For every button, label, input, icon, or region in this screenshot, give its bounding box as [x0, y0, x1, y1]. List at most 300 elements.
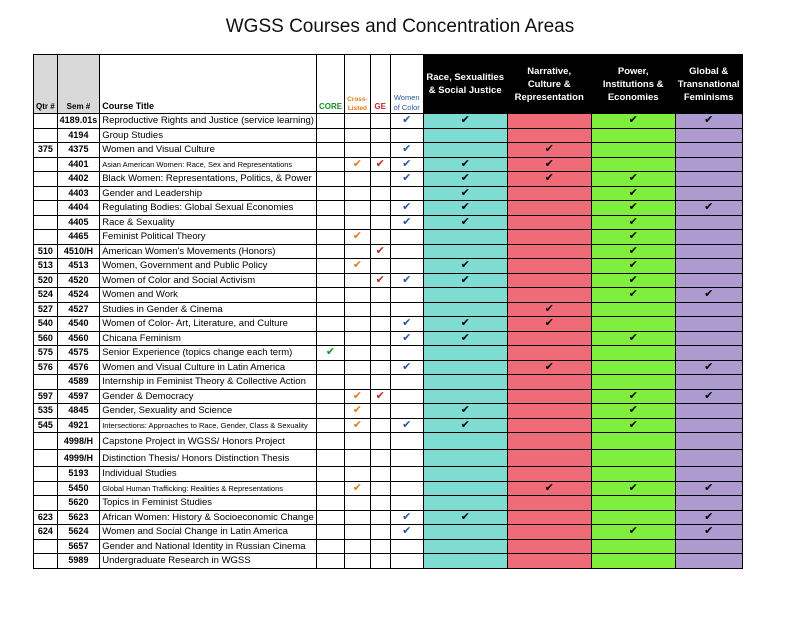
cross-listed-check-icon: ✔ — [352, 230, 362, 243]
cross-cell — [345, 554, 371, 569]
core-cell — [316, 215, 344, 230]
sem-number: 4998/H — [57, 433, 100, 450]
cross-cell — [345, 525, 371, 540]
sem-number: 4401 — [57, 157, 100, 172]
ge-cell — [370, 433, 390, 450]
ge-cell — [370, 510, 390, 525]
core-cell — [316, 496, 344, 511]
sem-number: 4524 — [57, 288, 100, 303]
cross-listed-check-icon: ✔ — [352, 259, 362, 272]
qtr-number — [34, 554, 58, 569]
qtr-number — [34, 172, 58, 187]
course-title: Intersections: Approaches to Race, Gender, Class & Sexuality — [100, 418, 317, 433]
ge-cell — [370, 467, 390, 482]
ge-cell — [370, 525, 390, 540]
ge-cell — [370, 201, 390, 216]
nc-cell — [507, 317, 591, 332]
power-institutions-check-icon: ✔ — [628, 186, 638, 199]
sem-number: 4520 — [57, 273, 100, 288]
woc-cell — [390, 418, 423, 433]
cross-cell — [345, 467, 371, 482]
woc-cell — [390, 143, 423, 158]
ge-cell — [370, 244, 390, 259]
pi-cell — [591, 467, 675, 482]
pi-cell — [591, 244, 675, 259]
rs-cell — [423, 157, 507, 172]
qtr-number — [34, 201, 58, 216]
cross-cell — [345, 128, 371, 143]
nc-cell — [507, 302, 591, 317]
ge-cell — [370, 186, 390, 201]
course-title: Race & Sexuality — [100, 215, 317, 230]
qtr-number: 540 — [34, 317, 58, 332]
pi-cell — [591, 375, 675, 390]
power-institutions-check-icon: ✔ — [628, 481, 638, 494]
core-cell — [316, 331, 344, 346]
qtr-number — [34, 375, 58, 390]
pi-cell — [591, 450, 675, 467]
ge-cell — [370, 128, 390, 143]
narrative-culture-check-icon: ✔ — [544, 481, 554, 494]
woc-cell — [390, 273, 423, 288]
core-cell — [316, 539, 344, 554]
narrative-culture-check-icon: ✔ — [544, 317, 554, 330]
race-sexualities-check-icon: ✔ — [460, 510, 470, 523]
narrative-culture-check-icon: ✔ — [544, 302, 554, 315]
cross-cell — [345, 539, 371, 554]
gt-cell — [675, 288, 742, 303]
gt-cell — [675, 375, 742, 390]
cross-cell — [345, 317, 371, 332]
woc-cell — [390, 375, 423, 390]
course-title: Women and Visual Culture in Latin America — [100, 360, 317, 375]
pi-cell — [591, 317, 675, 332]
header-ge: GE — [370, 55, 390, 114]
sem-number: 5989 — [57, 554, 100, 569]
pi-cell — [591, 230, 675, 245]
gt-cell — [675, 510, 742, 525]
ge-cell — [370, 496, 390, 511]
cross-cell — [345, 114, 371, 129]
gt-cell — [675, 201, 742, 216]
gt-cell — [675, 244, 742, 259]
cross-cell — [345, 273, 371, 288]
core-cell — [316, 510, 344, 525]
course-title: Group Studies — [100, 128, 317, 143]
table-row — [34, 157, 743, 172]
sem-number: 5193 — [57, 467, 100, 482]
woc-cell — [390, 389, 423, 404]
power-institutions-check-icon: ✔ — [628, 114, 638, 127]
sem-number: 4921 — [57, 418, 100, 433]
ge-cell — [370, 273, 390, 288]
race-sexualities-check-icon: ✔ — [460, 331, 470, 344]
nc-cell — [507, 496, 591, 511]
core-cell — [316, 554, 344, 569]
cross-cell — [345, 215, 371, 230]
core-cell — [316, 201, 344, 216]
core-cell — [316, 360, 344, 375]
woc-cell — [390, 302, 423, 317]
rs-cell — [423, 467, 507, 482]
sem-number: 4576 — [57, 360, 100, 375]
core-cell — [316, 346, 344, 361]
rs-cell — [423, 186, 507, 201]
race-sexualities-check-icon: ✔ — [460, 215, 470, 228]
table-row — [34, 186, 743, 201]
race-sexualities-check-icon: ✔ — [460, 186, 470, 199]
nc-cell — [507, 201, 591, 216]
sem-number: 4465 — [57, 230, 100, 245]
course-title: Distinction Thesis/ Honors Distinction Thesis — [100, 450, 317, 467]
cross-cell — [345, 302, 371, 317]
ge-check-icon: ✔ — [375, 157, 385, 170]
cross-cell — [345, 450, 371, 467]
course-title: Black Women: Representations, Politics, & Power — [100, 172, 317, 187]
table-row — [34, 525, 743, 540]
sem-number: 4845 — [57, 404, 100, 419]
nc-cell — [507, 418, 591, 433]
qtr-number: 375 — [34, 143, 58, 158]
ge-cell — [370, 360, 390, 375]
pi-cell — [591, 259, 675, 274]
course-title: Women and Social Change in Latin America — [100, 525, 317, 540]
cross-cell — [345, 143, 371, 158]
sem-number: 4405 — [57, 215, 100, 230]
qtr-number: 545 — [34, 418, 58, 433]
core-cell — [316, 433, 344, 450]
core-cell — [316, 404, 344, 419]
sem-number: 4194 — [57, 128, 100, 143]
rs-cell — [423, 331, 507, 346]
course-title: Asian American Women: Race, Sex and Representations — [100, 157, 317, 172]
power-institutions-check-icon: ✔ — [628, 259, 638, 272]
ge-cell — [370, 539, 390, 554]
women-of-color-check-icon: ✔ — [402, 317, 412, 330]
gt-cell — [675, 389, 742, 404]
table-row — [34, 302, 743, 317]
rs-cell — [423, 273, 507, 288]
nc-cell — [507, 450, 591, 467]
ge-cell — [370, 418, 390, 433]
header-course-title: Course Title — [100, 55, 317, 114]
nc-cell — [507, 259, 591, 274]
cross-cell — [345, 230, 371, 245]
header-core: CORE — [316, 55, 344, 114]
nc-cell — [507, 481, 591, 496]
race-sexualities-check-icon: ✔ — [460, 157, 470, 170]
cross-cell — [345, 201, 371, 216]
pi-cell — [591, 128, 675, 143]
qtr-number: 520 — [34, 273, 58, 288]
sem-number: 4375 — [57, 143, 100, 158]
gt-cell — [675, 331, 742, 346]
women-of-color-check-icon: ✔ — [402, 360, 412, 373]
table-row — [34, 288, 743, 303]
cross-cell — [345, 259, 371, 274]
core-cell — [316, 128, 344, 143]
course-title: Chicana Feminism — [100, 331, 317, 346]
cross-cell — [345, 418, 371, 433]
core-cell — [316, 375, 344, 390]
cross-listed-check-icon: ✔ — [352, 157, 362, 170]
woc-cell — [390, 554, 423, 569]
sem-number: 4560 — [57, 331, 100, 346]
pi-cell — [591, 389, 675, 404]
nc-cell — [507, 510, 591, 525]
table-row — [34, 128, 743, 143]
course-title: Gender & Democracy — [100, 389, 317, 404]
table-row — [34, 481, 743, 496]
women-of-color-check-icon: ✔ — [402, 525, 412, 538]
cross-cell — [345, 244, 371, 259]
nc-cell — [507, 186, 591, 201]
women-of-color-check-icon: ✔ — [402, 157, 412, 170]
sem-number: 4575 — [57, 346, 100, 361]
core-cell — [316, 450, 344, 467]
women-of-color-check-icon: ✔ — [402, 114, 412, 127]
woc-cell — [390, 481, 423, 496]
qtr-number — [34, 186, 58, 201]
rs-cell — [423, 215, 507, 230]
gt-cell — [675, 418, 742, 433]
women-of-color-check-icon: ✔ — [402, 418, 412, 431]
rs-cell — [423, 302, 507, 317]
woc-cell — [390, 157, 423, 172]
woc-cell — [390, 172, 423, 187]
core-cell — [316, 244, 344, 259]
ge-cell — [370, 114, 390, 129]
cross-cell — [345, 496, 371, 511]
qtr-number: 560 — [34, 331, 58, 346]
gt-cell — [675, 317, 742, 332]
woc-cell — [390, 360, 423, 375]
nc-cell — [507, 389, 591, 404]
ge-cell — [370, 143, 390, 158]
table-row — [34, 418, 743, 433]
sem-number: 4189.01s — [57, 114, 100, 129]
course-title: Individual Studies — [100, 467, 317, 482]
course-title: Women, Government and Public Policy — [100, 259, 317, 274]
core-cell — [316, 186, 344, 201]
header-global-transnational: Global & Transnational Feminisms — [675, 55, 742, 114]
qtr-number — [34, 450, 58, 467]
course-title: Capstone Project in WGSS/ Honors Project — [100, 433, 317, 450]
cross-listed-check-icon: ✔ — [352, 481, 362, 494]
ge-cell — [370, 230, 390, 245]
qtr-number: 510 — [34, 244, 58, 259]
course-title: Women of Color- Art, Literature, and Culture — [100, 317, 317, 332]
power-institutions-check-icon: ✔ — [628, 215, 638, 228]
core-cell — [316, 114, 344, 129]
ge-cell — [370, 288, 390, 303]
table-row — [34, 244, 743, 259]
course-title: Reproductive Rights and Justice (service learning) — [100, 114, 317, 129]
ge-cell — [370, 375, 390, 390]
pi-cell — [591, 273, 675, 288]
rs-cell — [423, 389, 507, 404]
rs-cell — [423, 172, 507, 187]
page-title: WGSS Courses and Concentration Areas — [225, 16, 575, 37]
course-title: Global Human Trafficking: Realities & Representations — [100, 481, 317, 496]
nc-cell — [507, 360, 591, 375]
table-row — [34, 317, 743, 332]
course-title: Women of Color and Social Activism — [100, 273, 317, 288]
race-sexualities-check-icon: ✔ — [460, 317, 470, 330]
gt-cell — [675, 554, 742, 569]
rs-cell — [423, 288, 507, 303]
cross-cell — [345, 433, 371, 450]
power-institutions-check-icon: ✔ — [628, 273, 638, 286]
gt-cell — [675, 302, 742, 317]
core-cell — [316, 389, 344, 404]
rs-cell — [423, 539, 507, 554]
qtr-number: 527 — [34, 302, 58, 317]
pi-cell — [591, 481, 675, 496]
core-cell — [316, 172, 344, 187]
header-qtr: Qtr # — [34, 55, 58, 114]
sem-number: 4999/H — [57, 450, 100, 467]
sem-number: 4527 — [57, 302, 100, 317]
table-row — [34, 450, 743, 467]
rs-cell — [423, 201, 507, 216]
core-cell — [316, 525, 344, 540]
race-sexualities-check-icon: ✔ — [460, 273, 470, 286]
women-of-color-check-icon: ✔ — [402, 143, 412, 156]
gt-cell — [675, 259, 742, 274]
gt-cell — [675, 128, 742, 143]
women-of-color-check-icon: ✔ — [402, 172, 412, 185]
nc-cell — [507, 375, 591, 390]
core-cell — [316, 288, 344, 303]
cross-cell — [345, 481, 371, 496]
narrative-culture-check-icon: ✔ — [544, 157, 554, 170]
gt-cell — [675, 433, 742, 450]
cross-cell — [345, 288, 371, 303]
gt-cell — [675, 230, 742, 245]
gt-cell — [675, 346, 742, 361]
course-title: Internship in Feminist Theory & Collective Action — [100, 375, 317, 390]
gt-cell — [675, 539, 742, 554]
global-transnational-check-icon: ✔ — [704, 360, 714, 373]
pi-cell — [591, 331, 675, 346]
race-sexualities-check-icon: ✔ — [460, 404, 470, 417]
pi-cell — [591, 157, 675, 172]
women-of-color-check-icon: ✔ — [402, 201, 412, 214]
core-cell — [316, 230, 344, 245]
qtr-number — [34, 539, 58, 554]
core-cell — [316, 418, 344, 433]
woc-cell — [390, 450, 423, 467]
table-row — [34, 539, 743, 554]
pi-cell — [591, 288, 675, 303]
core-cell — [316, 467, 344, 482]
nc-cell — [507, 157, 591, 172]
nc-cell — [507, 128, 591, 143]
cross-cell — [345, 331, 371, 346]
woc-cell — [390, 496, 423, 511]
pi-cell — [591, 525, 675, 540]
qtr-number: 623 — [34, 510, 58, 525]
ge-cell — [370, 317, 390, 332]
ge-cell — [370, 215, 390, 230]
header-narrative-culture: Narrative, Culture & Representation — [507, 55, 591, 114]
ge-cell — [370, 331, 390, 346]
table-row — [34, 467, 743, 482]
power-institutions-check-icon: ✔ — [628, 288, 638, 301]
pi-cell — [591, 172, 675, 187]
global-transnational-check-icon: ✔ — [704, 481, 714, 494]
course-title: Studies in Gender & Cinema — [100, 302, 317, 317]
table-row — [34, 273, 743, 288]
cross-listed-check-icon: ✔ — [352, 404, 362, 417]
woc-cell — [390, 259, 423, 274]
woc-cell — [390, 510, 423, 525]
sem-number: 5657 — [57, 539, 100, 554]
global-transnational-check-icon: ✔ — [704, 389, 714, 402]
pi-cell — [591, 114, 675, 129]
rs-cell — [423, 554, 507, 569]
cross-cell — [345, 375, 371, 390]
sem-number: 4510/H — [57, 244, 100, 259]
courses-body — [34, 114, 743, 569]
gt-cell — [675, 481, 742, 496]
nc-cell — [507, 539, 591, 554]
nc-cell — [507, 230, 591, 245]
pi-cell — [591, 404, 675, 419]
table-row — [34, 143, 743, 158]
narrative-culture-check-icon: ✔ — [544, 143, 554, 156]
cross-cell — [345, 510, 371, 525]
table-row — [34, 510, 743, 525]
rs-cell — [423, 244, 507, 259]
global-transnational-check-icon: ✔ — [704, 288, 714, 301]
power-institutions-check-icon: ✔ — [628, 404, 638, 417]
rs-cell — [423, 128, 507, 143]
header-power-institutions: Power, Institutions & Economies — [591, 55, 675, 114]
course-title: Gender, Sexuality and Science — [100, 404, 317, 419]
qtr-number — [34, 496, 58, 511]
course-title: Feminist Political Theory — [100, 230, 317, 245]
race-sexualities-check-icon: ✔ — [460, 114, 470, 127]
table-row — [34, 201, 743, 216]
pi-cell — [591, 186, 675, 201]
power-institutions-check-icon: ✔ — [628, 172, 638, 185]
qtr-number — [34, 230, 58, 245]
qtr-number: 597 — [34, 389, 58, 404]
global-transnational-check-icon: ✔ — [704, 510, 714, 523]
woc-cell — [390, 215, 423, 230]
pi-cell — [591, 433, 675, 450]
qtr-number — [34, 128, 58, 143]
gt-cell — [675, 450, 742, 467]
qtr-number: 535 — [34, 404, 58, 419]
rs-cell — [423, 450, 507, 467]
rs-cell — [423, 418, 507, 433]
pi-cell — [591, 201, 675, 216]
rs-cell — [423, 317, 507, 332]
gt-cell — [675, 215, 742, 230]
nc-cell — [507, 244, 591, 259]
course-title: Regulating Bodies: Global Sexual Economies — [100, 201, 317, 216]
header-row — [34, 55, 743, 114]
sem-number: 4597 — [57, 389, 100, 404]
ge-cell — [370, 554, 390, 569]
qtr-number — [34, 433, 58, 450]
course-title: Topics in Feminist Studies — [100, 496, 317, 511]
nc-cell — [507, 525, 591, 540]
core-cell — [316, 157, 344, 172]
